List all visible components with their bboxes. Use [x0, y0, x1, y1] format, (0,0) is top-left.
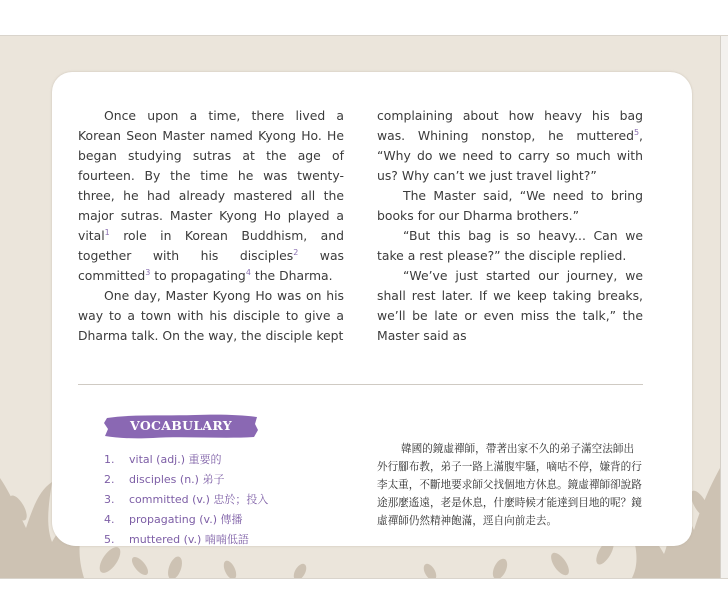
vocabulary-item — [104, 530, 268, 550]
story-paragraph: “But this bag is so heavy... Can we take a rest please?” the disciple replied. — [377, 228, 643, 263]
story-paragraph — [377, 106, 643, 186]
story-text: role in Korean Buddhism, and together with his disciples — [78, 228, 344, 263]
vocabulary-list — [104, 450, 268, 550]
story-text: to propagating — [150, 268, 246, 283]
story-paragraph — [78, 286, 344, 346]
story-text: the Dharma. — [250, 268, 333, 283]
story-paragraph: “We’ve just started our journey, we shall rest later. If we keep taking breaks, we’ll be late or even miss the talk,” the Master said as — [377, 268, 643, 343]
chinese-summary — [377, 440, 643, 530]
vocabulary-item — [104, 470, 268, 490]
story-column-right — [377, 106, 643, 346]
story-column-left — [78, 106, 344, 346]
book-page — [0, 36, 720, 578]
footnote-marker: 2 — [293, 247, 299, 257]
section-divider — [78, 384, 643, 385]
story-paragraph: The Master said, “We need to bring books for our Dharma brothers.” — [377, 188, 643, 223]
vocabulary-term: committed (v.) 忠於；投入 — [129, 493, 269, 506]
vocabulary-item — [104, 490, 268, 510]
vocabulary-title: VOCABULARY — [130, 418, 232, 433]
chinese-summary-text: 韓國的鏡虛禪師，帶著出家不久的弟子滿空法師出外行腳布教，弟子一路上滿腹牢騷，嘀咕不停，嫌背的行李太重，不斷地要求師父找個地方休息。鏡虛禪師卻說路途那麼遙遠，老是休息，什麼時候才能達到目地的呢？鏡虛禪師仍然精神飽滿，逕自向前走去。 — [377, 443, 642, 527]
story-text: , “Why do we need to carry so much with us? Why can’t we just travel light?” — [377, 128, 643, 183]
vocabulary-number: 1. — [104, 453, 115, 466]
footnote-marker: 3 — [145, 267, 151, 277]
footnote-marker: 5 — [633, 127, 640, 137]
vocabulary-number: 3. — [104, 493, 115, 506]
top-margin — [0, 0, 728, 36]
bottom-margin — [0, 578, 728, 614]
footnote-marker: 1 — [104, 227, 110, 237]
story-text: Once upon a time, there lived a Korean Seon Master named Kyong Ho. He began studying sutras at the age of fourteen. By the time he was twenty-three, he had already mastered all the major sutras. Master Kyong Ho played a vital — [78, 108, 344, 243]
vocabulary-item — [104, 510, 268, 530]
story-text: One day, Master Kyong Ho was on his way to a town with his disciple to give a Dharma talk. On the way, the disciple kept — [78, 288, 344, 343]
vocabulary-term: vital (adj.) 重要的 — [129, 453, 222, 466]
story-paragraph — [78, 106, 344, 286]
page-edge — [720, 36, 728, 578]
vocabulary-term: muttered (v.) 喃喃低語 — [129, 533, 249, 546]
vocabulary-number: 4. — [104, 513, 115, 526]
story-text: complaining about how heavy his bag was. Whining nonstop, he muttered — [377, 108, 643, 143]
vocabulary-item — [104, 450, 268, 470]
story-text: was committed — [78, 248, 344, 283]
vocabulary-number: 2. — [104, 473, 115, 486]
vocabulary-term: propagating (v.) 傳播 — [129, 513, 243, 526]
vocabulary-term: disciples (n.) 弟子 — [129, 473, 225, 486]
footnote-marker: 4 — [245, 267, 251, 277]
vocabulary-number: 5. — [104, 533, 115, 546]
